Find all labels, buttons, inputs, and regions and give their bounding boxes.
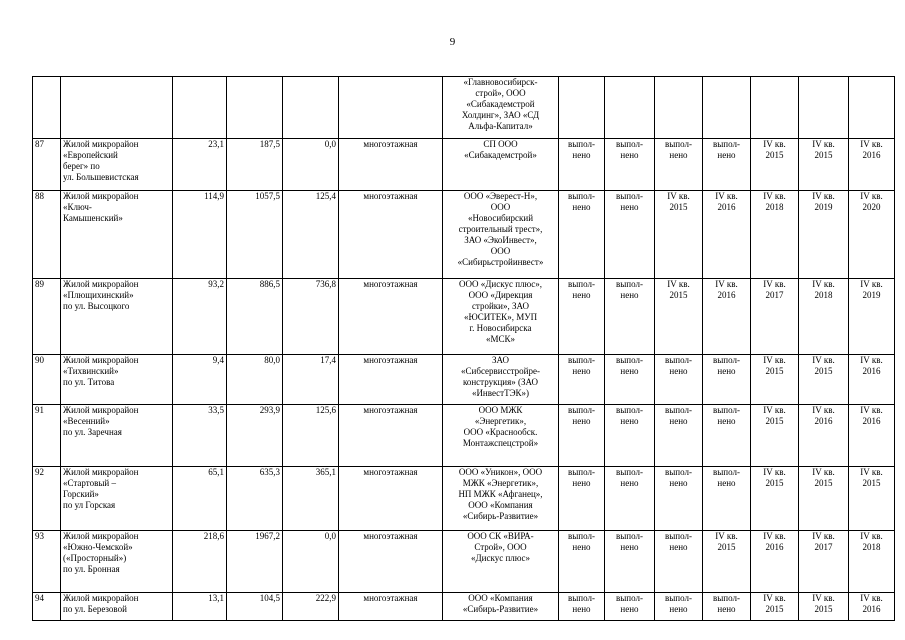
cell-q1 [751, 77, 799, 139]
table-row [33, 593, 895, 621]
cell-q3: IV кв. 2016 [849, 355, 895, 405]
cell-v1: 218,6 [173, 531, 227, 593]
cell-s3: выпол- нено [655, 531, 703, 593]
cell-s2: выпол- нено [605, 279, 655, 355]
table-row [33, 279, 895, 355]
cell-developer: ООО «Эверест-Н», ООО «Новосибирский строительный трест», ЗАО «ЭкоИнвест», ООО «Сибирьстройинвест» [443, 191, 559, 279]
cell-q2: IV кв. 2016 [799, 405, 849, 467]
cell-developer: ООО «Дискус плюс», ООО «Дирекция стройки», ЗАО «ЮСИТЕК», МУП г. Новосибирска «МСК» [443, 279, 559, 355]
cell-v2: 635,3 [227, 467, 283, 531]
cell-name [61, 77, 173, 139]
cell-s4: выпол- нено [703, 405, 751, 467]
cell-v2: 187,5 [227, 139, 283, 191]
cell-s3: выпол- нено [655, 405, 703, 467]
table-row [33, 139, 895, 191]
cell-name: Жилой микрорайон «Тихвинский» по ул. Титова [61, 355, 173, 405]
cell-s1: выпол- нено [559, 405, 605, 467]
cell-type: многоэтажная [339, 355, 443, 405]
cell-s2: выпол- нено [605, 405, 655, 467]
cell-q1: IV кв. 2015 [751, 405, 799, 467]
cell-q3: IV кв. 2020 [849, 191, 895, 279]
cell-v1: 9,4 [173, 355, 227, 405]
cell-num: 88 [33, 191, 61, 279]
cell-type: многоэтажная [339, 467, 443, 531]
cell-num: 91 [33, 405, 61, 467]
cell-developer: ООО СК «ВИРА- Строй», ООО «Дискус плюс» [443, 531, 559, 593]
cell-developer: ООО МЖК «Энергетик», ООО «Краснообск. Монтажспецстрой» [443, 405, 559, 467]
cell-s2: выпол- нено [605, 355, 655, 405]
continuation-row [33, 77, 895, 139]
cell-q3: IV кв. 2015 [849, 467, 895, 531]
cell-type: многоэтажная [339, 279, 443, 355]
cell-q2: IV кв. 2015 [799, 139, 849, 191]
cell-v3: 125,6 [283, 405, 339, 467]
cell-v3: 0,0 [283, 531, 339, 593]
cell-s1: выпол- нено [559, 279, 605, 355]
cell-type: многоэтажная [339, 531, 443, 593]
cell-developer: СП ООО «Сибакадемстрой» [443, 139, 559, 191]
cell-q2 [799, 77, 849, 139]
cell-v3: 365,1 [283, 467, 339, 531]
cell-s3: выпол- нено [655, 593, 703, 621]
cell-type: многоэтажная [339, 139, 443, 191]
cell-q2: IV кв. 2019 [799, 191, 849, 279]
cell-num: 92 [33, 467, 61, 531]
cell-num: 89 [33, 279, 61, 355]
table-row [33, 191, 895, 279]
cell-q3: IV кв. 2016 [849, 593, 895, 621]
cell-q2: IV кв. 2015 [799, 355, 849, 405]
cell-v1: 33,5 [173, 405, 227, 467]
cell-v2: 293,9 [227, 405, 283, 467]
cell-s4: IV кв. 2016 [703, 279, 751, 355]
cell-q3: IV кв. 2016 [849, 405, 895, 467]
cell-num: 94 [33, 593, 61, 621]
cell-s4 [703, 77, 751, 139]
cell-v3: 125,4 [283, 191, 339, 279]
cell-s2: выпол- нено [605, 191, 655, 279]
cell-q2: IV кв. 2015 [799, 467, 849, 531]
cell-developer: «Главновосибирск- строй», ООО «Сибакадемстрой Холдинг», ЗАО «СД Альфа-Капитал» [443, 77, 559, 139]
cell-v1: 23,1 [173, 139, 227, 191]
cell-s4: выпол- нено [703, 467, 751, 531]
table-row [33, 467, 895, 531]
cell-s1: выпол- нено [559, 139, 605, 191]
cell-q1: IV кв. 2017 [751, 279, 799, 355]
cell-s3: выпол- нено [655, 355, 703, 405]
cell-developer: ООО «Компания «Сибирь-Развитие» [443, 593, 559, 621]
cell-q3: IV кв. 2019 [849, 279, 895, 355]
cell-developer: ООО «Уникон», ООО МЖК «Энергетик», НП МЖК «Афганец», ООО «Компания «Сибирь-Развитие» [443, 467, 559, 531]
cell-q1: IV кв. 2015 [751, 139, 799, 191]
cell-s4: IV кв. 2015 [703, 531, 751, 593]
cell-name: Жилой микрорайон «Ключ- Камышенский» [61, 191, 173, 279]
cell-v3 [283, 77, 339, 139]
cell-s3: выпол- нено [655, 139, 703, 191]
cell-s3: выпол- нено [655, 467, 703, 531]
cell-s3: IV кв. 2015 [655, 191, 703, 279]
cell-name: Жилой микрорайон «Весенний» по ул. Заречная [61, 405, 173, 467]
cell-name: Жилой микрорайон «Южно-Чемской» («Просторный») по ул. Бронная [61, 531, 173, 593]
cell-v2: 1967,2 [227, 531, 283, 593]
cell-s3 [655, 77, 703, 139]
cell-s1: выпол- нено [559, 467, 605, 531]
cell-num: 90 [33, 355, 61, 405]
cell-q3 [849, 77, 895, 139]
table-row [33, 531, 895, 593]
cell-v2 [227, 77, 283, 139]
cell-q1: IV кв. 2015 [751, 355, 799, 405]
cell-s2: выпол- нено [605, 531, 655, 593]
cell-s4: выпол- нено [703, 355, 751, 405]
cell-name: Жилой микрорайон «Стартовый – Горский» по ул Горская [61, 467, 173, 531]
cell-s4: выпол- нено [703, 139, 751, 191]
cell-v1: 65,1 [173, 467, 227, 531]
cell-s2 [605, 77, 655, 139]
cell-name: Жилой микрорайон по ул. Березовой [61, 593, 173, 621]
cell-s1: выпол- нено [559, 355, 605, 405]
cell-q1: IV кв. 2015 [751, 593, 799, 621]
cell-q2: IV кв. 2017 [799, 531, 849, 593]
table-body [33, 77, 895, 621]
cell-q2: IV кв. 2015 [799, 593, 849, 621]
cell-s4: выпол- нено [703, 593, 751, 621]
cell-v2: 104,5 [227, 593, 283, 621]
cell-num: 87 [33, 139, 61, 191]
cell-num: 93 [33, 531, 61, 593]
cell-q2: IV кв. 2018 [799, 279, 849, 355]
cell-v3: 17,4 [283, 355, 339, 405]
cell-name: Жилой микрорайон «Плющихинский» по ул. Высоцкого [61, 279, 173, 355]
cell-v3: 736,8 [283, 279, 339, 355]
cell-v1 [173, 77, 227, 139]
table-row [33, 405, 895, 467]
cell-v1: 93,2 [173, 279, 227, 355]
housing-projects-table [32, 76, 895, 621]
cell-type [339, 77, 443, 139]
cell-s1: выпол- нено [559, 531, 605, 593]
cell-v1: 114,9 [173, 191, 227, 279]
cell-developer: ЗАО «Сибсервисстройре- конструкция» (ЗАО «ИнвестТЭК») [443, 355, 559, 405]
cell-s1 [559, 77, 605, 139]
cell-q1: IV кв. 2015 [751, 467, 799, 531]
cell-v2: 80,0 [227, 355, 283, 405]
cell-num [33, 77, 61, 139]
cell-s2: выпол- нено [605, 139, 655, 191]
cell-s2: выпол- нено [605, 467, 655, 531]
page-number: 9 [449, 36, 456, 48]
cell-name: Жилой микрорайон «Европейский берег» по ул. Большевистская [61, 139, 173, 191]
cell-type: многоэтажная [339, 405, 443, 467]
cell-s4: IV кв. 2016 [703, 191, 751, 279]
cell-v2: 886,5 [227, 279, 283, 355]
cell-s1: выпол- нено [559, 593, 605, 621]
cell-type: многоэтажная [339, 593, 443, 621]
cell-q3: IV кв. 2018 [849, 531, 895, 593]
cell-q3: IV кв. 2016 [849, 139, 895, 191]
cell-v3: 0,0 [283, 139, 339, 191]
cell-s1: выпол- нено [559, 191, 605, 279]
cell-type: многоэтажная [339, 191, 443, 279]
cell-v3: 222,9 [283, 593, 339, 621]
cell-s3: IV кв. 2015 [655, 279, 703, 355]
cell-v1: 13,1 [173, 593, 227, 621]
table-row [33, 355, 895, 405]
cell-q1: IV кв. 2018 [751, 191, 799, 279]
cell-v2: 1057,5 [227, 191, 283, 279]
cell-s2: выпол- нено [605, 593, 655, 621]
cell-q1: IV кв. 2016 [751, 531, 799, 593]
